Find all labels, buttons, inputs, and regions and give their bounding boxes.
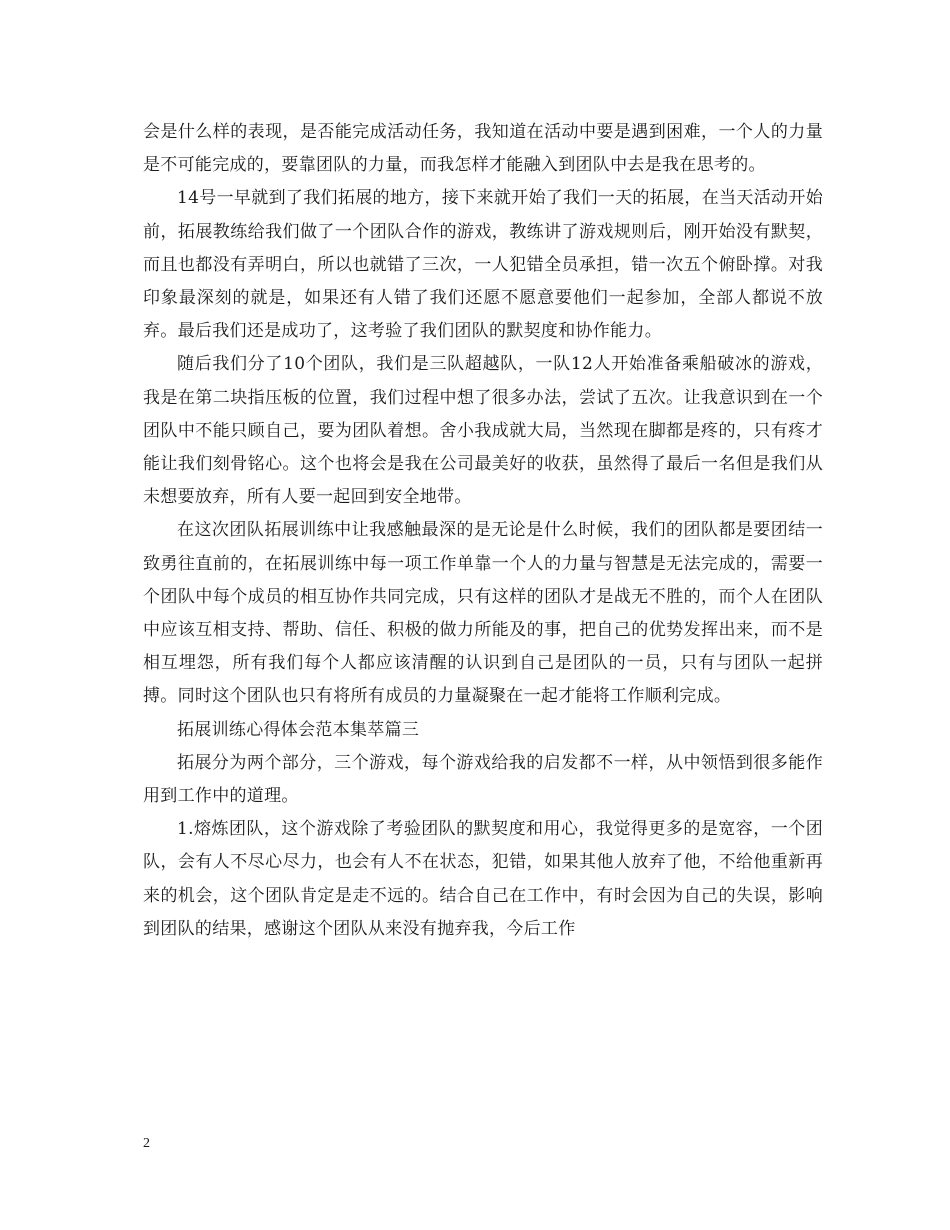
paragraph-team-reflection: 在这次团队拓展训练中让我感触最深的是无论是什么时候，我们的团队都是要团结一致勇往直前的，在拓展训练中每一项工作单靠一个人的力量与智慧是无法完成的，需要一个团队中每个成员的相互协作共同完成，只有这样的团队才是战无不胜的，而个人在团队中应该互相支持、帮助、信任、积极的做力所能及的事，把自己的优势发挥出来，而不是相互埋怨，所有我们每个人都应该清醒的认识到自己是团队的一员，只有与团队一起拼搏。同时这个团队也只有将所有成员的力量凝聚在一起才能将工作顺利完成。: [143, 520, 823, 707]
paragraph-morning-game: 14号一早就到了我们拓展的地方，接下来就开始了我们一天的拓展，在当天活动开始前，拓展教练给我们做了一个团队合作的游戏，教练讲了游戏规则后，刚开始没有默契，而且也都没有弄明白，所以也就错了三次，一人犯错全员承担，错一次五个俯卧撑。对我印象最深刻的就是，如果还有人错了我们还愿不愿意要他们一起参加，全部人都说不放弃。最后我们还是成功了，这考验了我们团队的默契度和协作能力。: [143, 188, 823, 342]
paragraph-intro-part-three: 拓展分为两个部分，三个游戏，每个游戏给我的启发都不一样，从中领悟到很多能作用到工作中的道理。: [143, 752, 823, 807]
section-heading: 拓展训练心得体会范本集萃篇三: [177, 719, 420, 740]
paragraph-boat-game: 随后我们分了10个团队，我们是三队超越队，一队12人开始准备乘船破冰的游戏，我是在第二块指压板的位置，我们过程中想了很多办法，尝试了五次。让我意识到在一个团队中不能只顾自己，要为团队着想。舍小我成就大局，当然现在脚都是疼的，只有疼才能让我们刻骨铭心。这个也将会是我在公司最美好的收获，虽然得了最后一名但是我们从未想要放弃，所有人要一起回到安全地带。: [143, 354, 823, 508]
paragraph-item-one: 1.熔炼团队，这个游戏除了考验团队的默契度和用心，我觉得更多的是宽容，一个团队，会有人不尽心尽力，也会有人不在状态，犯错，如果其他人放弃了他，不给他重新再来的机会，这个团队肯定是走不远的。结合自己在工作中，有时会因为自己的失误，影响到团队的结果，感谢这个团队从来没有抛弃我，今后工作: [143, 819, 823, 939]
paragraph-continuation: 会是什么样的表现，是否能完成活动任务，我知道在活动中要是遇到困难，一个人的力量是不可能完成的，要靠团队的力量，而我怎样才能融入到团队中去是我在思考的。: [143, 122, 823, 176]
document-body: [143, 116, 823, 946]
page-number: 2: [143, 1136, 150, 1151]
